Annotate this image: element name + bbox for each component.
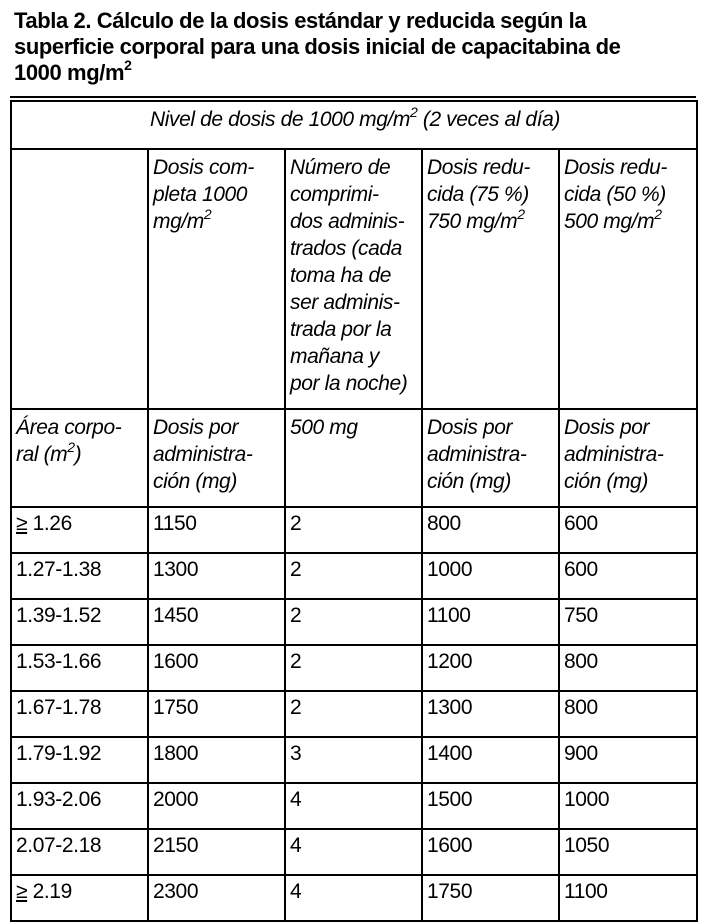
dose-level-cell bbox=[11, 101, 697, 149]
cell-line-text: ral (m bbox=[16, 443, 68, 466]
cell-line bbox=[427, 181, 556, 208]
cell-value: 2.07-2.18 bbox=[16, 834, 102, 857]
table-row bbox=[11, 507, 697, 553]
cell-value: 4 bbox=[290, 880, 302, 903]
cell-reduced-50 bbox=[559, 829, 697, 875]
cell-line bbox=[153, 468, 282, 495]
cell-tablets bbox=[285, 599, 422, 645]
table-row bbox=[11, 737, 697, 783]
caption-line-3 bbox=[14, 56, 694, 86]
cell-line bbox=[16, 441, 145, 468]
column-header-row-cell-reduced-50 bbox=[559, 149, 697, 409]
cell-tablets bbox=[285, 507, 422, 553]
cell-area bbox=[11, 737, 148, 783]
cell-line-text: ser adminis- bbox=[290, 291, 400, 314]
cell-line-text: administra- bbox=[153, 443, 253, 466]
cell-value: 800 bbox=[564, 650, 598, 673]
cell-line bbox=[153, 154, 282, 181]
cell-line bbox=[564, 468, 694, 495]
cell-line-text: 750 mg/m bbox=[427, 210, 518, 233]
cell-full-dose bbox=[148, 507, 285, 553]
cell-value: 1500 bbox=[427, 788, 473, 811]
unit-exponent: 2 bbox=[654, 206, 662, 222]
cell-area bbox=[11, 553, 148, 599]
cell-reduced-50 bbox=[559, 737, 697, 783]
dose-table bbox=[10, 100, 698, 922]
cell-value: 2 bbox=[290, 604, 302, 627]
greater-equal-symbol: ≥ bbox=[16, 880, 28, 903]
cell-line-text: mañana y bbox=[290, 345, 380, 368]
cell-reduced-50 bbox=[559, 875, 697, 921]
cell-full-dose bbox=[148, 645, 285, 691]
cell-full-dose bbox=[148, 599, 285, 645]
cell-reduced-50 bbox=[559, 783, 697, 829]
cell-line bbox=[290, 235, 419, 262]
cell-value: 2300 bbox=[153, 880, 199, 903]
table-row bbox=[11, 691, 697, 737]
cell-line bbox=[564, 181, 694, 208]
cell-reduced-75 bbox=[422, 691, 559, 737]
dose-level-exponent: 2 bbox=[410, 104, 418, 120]
table-row bbox=[11, 553, 697, 599]
cell-line bbox=[290, 343, 419, 370]
cell-value: 1000 bbox=[427, 558, 473, 581]
cell-tablets bbox=[285, 691, 422, 737]
cell-value: 4 bbox=[290, 788, 302, 811]
cell-line-text: administra- bbox=[564, 443, 664, 466]
column-header-row-cell-reduced-75 bbox=[422, 149, 559, 409]
cell-line-text: Dosis por bbox=[153, 416, 239, 439]
cell-tablets bbox=[285, 875, 422, 921]
cell-value: 800 bbox=[564, 696, 598, 719]
cell-tablets bbox=[285, 553, 422, 599]
unit-header-row-cell-full-dose bbox=[148, 409, 285, 507]
cell-value: 1600 bbox=[427, 834, 473, 857]
cell-value: 1050 bbox=[564, 834, 610, 857]
cell-area bbox=[11, 599, 148, 645]
cell-line-text: 500 mg/m bbox=[564, 210, 655, 233]
unit-header-row-cell-tablets bbox=[285, 409, 422, 507]
cell-value: 900 bbox=[564, 742, 598, 765]
cell-value: 600 bbox=[564, 512, 598, 535]
cell-line-text: comprimi- bbox=[290, 183, 379, 206]
cell-tablets bbox=[285, 645, 422, 691]
caption-unit: 1000 mg/m bbox=[14, 60, 125, 85]
cell-tablets bbox=[285, 737, 422, 783]
unit-exponent: 2 bbox=[203, 206, 212, 222]
table-row bbox=[11, 645, 697, 691]
cell-area bbox=[11, 783, 148, 829]
cell-line-text: trada por la bbox=[290, 318, 392, 341]
cell-area bbox=[11, 829, 148, 875]
cell-line bbox=[564, 154, 694, 181]
cell-value: 800 bbox=[427, 512, 461, 535]
unit-header-row-cell-reduced-50 bbox=[559, 409, 697, 507]
cell-value: 1.27-1.38 bbox=[16, 558, 102, 581]
cell-line bbox=[290, 154, 419, 181]
cell-line bbox=[16, 414, 145, 441]
unit-header-row bbox=[11, 409, 697, 507]
cell-reduced-75 bbox=[422, 737, 559, 783]
cell-line bbox=[564, 441, 694, 468]
cell-line bbox=[427, 208, 556, 235]
cell-full-dose bbox=[148, 875, 285, 921]
cell-reduced-50 bbox=[559, 645, 697, 691]
cell-value: 1300 bbox=[427, 696, 473, 719]
dose-level-row bbox=[11, 101, 697, 149]
cell-reduced-75 bbox=[422, 553, 559, 599]
cell-line-text: Área corpo- bbox=[16, 416, 122, 439]
cell-full-dose bbox=[148, 691, 285, 737]
cell-value: 1600 bbox=[153, 650, 199, 673]
cell-line-text: por la noche) bbox=[290, 372, 408, 395]
cell-line bbox=[290, 181, 419, 208]
cell-value: 1750 bbox=[153, 696, 199, 719]
cell-line-text: trados (cada bbox=[290, 237, 402, 260]
cell-line bbox=[290, 414, 419, 441]
cell-line bbox=[427, 154, 556, 181]
caption-unit-exponent: 2 bbox=[124, 56, 132, 73]
cell-line-text: ción (mg) bbox=[153, 470, 237, 493]
cell-full-dose bbox=[148, 553, 285, 599]
cell-reduced-75 bbox=[422, 829, 559, 875]
cell-value: 750 bbox=[564, 604, 598, 627]
cell-line bbox=[427, 441, 556, 468]
cell-line-text: 500 mg bbox=[290, 416, 358, 439]
cell-line-text: Número de bbox=[290, 156, 391, 179]
cell-line bbox=[153, 208, 282, 235]
cell-area bbox=[11, 691, 148, 737]
cell-reduced-75 bbox=[422, 599, 559, 645]
cell-value: 1100 bbox=[564, 880, 608, 903]
column-header-row-cell-area bbox=[11, 149, 148, 409]
cell-line-text: Dosis redu- bbox=[427, 156, 530, 179]
cell-value: 2 bbox=[290, 558, 302, 581]
cell-value: 2.19 bbox=[27, 880, 72, 903]
cell-line-text: Dosis com- bbox=[153, 156, 255, 179]
cell-value: 1.53-1.66 bbox=[16, 650, 102, 673]
cell-line-text: mg/m bbox=[153, 210, 204, 233]
cell-full-dose bbox=[148, 783, 285, 829]
cell-area bbox=[11, 507, 148, 553]
cell-reduced-50 bbox=[559, 553, 697, 599]
cell-full-dose bbox=[148, 829, 285, 875]
cell-value: 1800 bbox=[153, 742, 199, 765]
cell-value: 2 bbox=[290, 512, 302, 535]
column-header-row bbox=[11, 149, 697, 409]
unit-exponent: 2 bbox=[67, 439, 75, 455]
cell-value: 2 bbox=[290, 650, 302, 673]
cell-line-text: dos adminis- bbox=[290, 210, 405, 233]
cell-line bbox=[153, 181, 282, 208]
cell-line bbox=[290, 208, 419, 235]
dose-level-label: Nivel de dosis de 1000 mg/m bbox=[150, 108, 411, 131]
cell-line bbox=[290, 289, 419, 316]
table-row bbox=[11, 875, 697, 921]
cell-value: 1.39-1.52 bbox=[16, 604, 102, 627]
cell-line-text: administra- bbox=[427, 443, 527, 466]
cell-line bbox=[153, 414, 282, 441]
cell-reduced-75 bbox=[422, 783, 559, 829]
cell-area bbox=[11, 875, 148, 921]
table-row bbox=[11, 829, 697, 875]
cell-value: 1200 bbox=[427, 650, 473, 673]
cell-value: 2000 bbox=[153, 788, 199, 811]
table-row bbox=[11, 599, 697, 645]
cell-tablets bbox=[285, 783, 422, 829]
cell-value: 3 bbox=[290, 742, 302, 765]
table-caption bbox=[14, 8, 694, 86]
cell-value: 1.93-2.06 bbox=[16, 788, 102, 811]
cell-line-text: Dosis por bbox=[427, 416, 513, 439]
cell-line-text: cida (75 %) bbox=[427, 183, 529, 206]
cell-reduced-75 bbox=[422, 645, 559, 691]
dose-level-frequency: (2 veces al día) bbox=[417, 108, 561, 131]
cell-value: 2150 bbox=[153, 834, 199, 857]
cell-line bbox=[290, 262, 419, 289]
cell-value: 1100 bbox=[427, 604, 471, 627]
table-row bbox=[11, 783, 697, 829]
cell-reduced-50 bbox=[559, 599, 697, 645]
cell-line bbox=[564, 208, 694, 235]
cell-area bbox=[11, 645, 148, 691]
caption-line-1: Tabla 2. Cálculo de la dosis estándar y reducida según la bbox=[14, 8, 587, 33]
cell-line bbox=[153, 441, 282, 468]
cell-line-text: ción (mg) bbox=[564, 470, 648, 493]
cell-value: 1400 bbox=[427, 742, 473, 765]
column-header-row-cell-tablets bbox=[285, 149, 422, 409]
cell-line-text: Dosis por bbox=[564, 416, 650, 439]
unit-header-row-cell-area bbox=[11, 409, 148, 507]
cell-value: 4 bbox=[290, 834, 302, 857]
cell-reduced-50 bbox=[559, 691, 697, 737]
unit-header-row-cell-reduced-75 bbox=[422, 409, 559, 507]
cell-line bbox=[427, 468, 556, 495]
cell-line-text: ción (mg) bbox=[427, 470, 511, 493]
cell-value: 1.79-1.92 bbox=[16, 742, 102, 765]
cell-value: 600 bbox=[564, 558, 598, 581]
cell-value: 1000 bbox=[564, 788, 610, 811]
cell-full-dose bbox=[148, 737, 285, 783]
cell-value: 1.26 bbox=[27, 512, 72, 535]
cell-value: 1450 bbox=[153, 604, 199, 627]
greater-equal-symbol: ≥ bbox=[16, 512, 28, 535]
column-header-row-cell-full-dose bbox=[148, 149, 285, 409]
cell-value: 1.67-1.78 bbox=[16, 696, 102, 719]
cell-value: 1300 bbox=[153, 558, 199, 581]
caption-line-2: superficie corporal para una dosis inicial de capacitabina de bbox=[14, 34, 621, 59]
cell-line-text: pleta 1000 bbox=[153, 183, 248, 206]
cell-line bbox=[290, 316, 419, 343]
cell-line bbox=[290, 370, 419, 397]
cell-reduced-50 bbox=[559, 507, 697, 553]
caption-rule bbox=[10, 96, 696, 98]
cell-value: 1150 bbox=[153, 512, 197, 535]
cell-value: 1750 bbox=[427, 880, 473, 903]
cell-line bbox=[427, 414, 556, 441]
cell-reduced-75 bbox=[422, 507, 559, 553]
cell-line-text: cida (50 %) bbox=[564, 183, 666, 206]
cell-value: 2 bbox=[290, 696, 302, 719]
cell-line-tail: ) bbox=[74, 443, 82, 466]
cell-line-text: Dosis redu- bbox=[564, 156, 667, 179]
cell-line bbox=[564, 414, 694, 441]
cell-tablets bbox=[285, 829, 422, 875]
unit-exponent: 2 bbox=[517, 206, 525, 222]
cell-reduced-75 bbox=[422, 875, 559, 921]
cell-line-text: toma ha de bbox=[290, 264, 392, 287]
